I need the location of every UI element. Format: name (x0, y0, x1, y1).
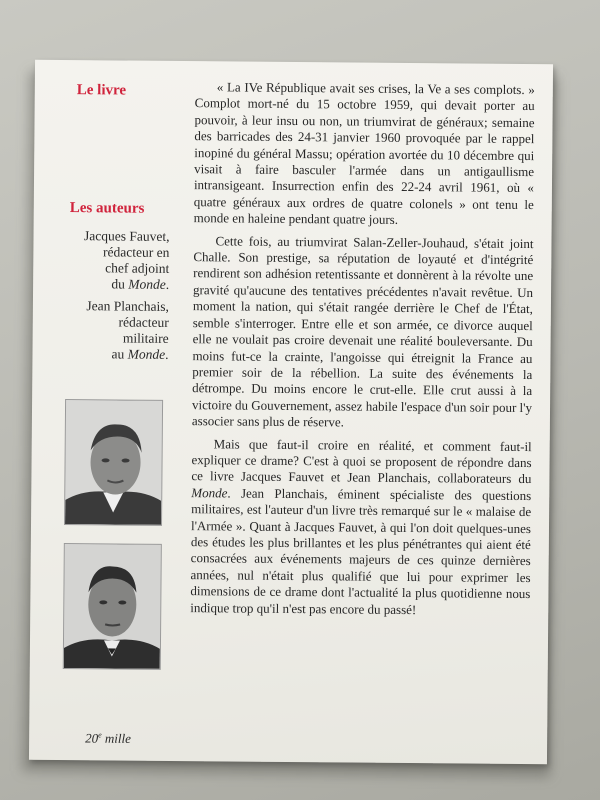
author1-line: Jacques Fauvet, (83, 228, 170, 244)
author1-line: rédacteur en (102, 244, 170, 260)
p3-part-a: Mais que faut-il croire en réalité, et comment faut-il expliquer ce drame? C'est à quoi se proposent de répondre dans ce livre Jacques Fauvet et Jean Planchais, collaborateurs du (191, 435, 532, 487)
author2-end: . (165, 346, 169, 362)
blurb-paragraph-2: Cette fois, au triumvirat Salan-Zeller-Jouhaud, s'était joint Challe. Son prestige, sa réputation de loyauté et d'intégrité rendirent son adhésion retentissante et donnèrent à la révolte une gravité qu'aucune des tentatives précédentes n'avait revêtue. Un moment la nation, qui s'était rangée derrière le Chef de l'État, semble s'interroger. Entre elle et son armée, ce divorce auquel elle ne voulait pas croire devenait une réalité bouleversante. Du moins fut-ce la crainte, l'angoisse qui étreignit la France au premier soir de la rébellion. La suite des événements la détrompe. Du moins encore le crut-elle. Elle crut aussi à la victoire du Gouvernement, assez habile l'espace d'un soir pour l'y associer sans plus de réserve. (191, 232, 534, 430)
author1-monde: Monde (128, 276, 166, 292)
p3-monde: Monde (191, 484, 228, 501)
author-photo-planchais (63, 543, 162, 670)
portrait-fauvet-image (65, 400, 162, 525)
mille-sup: e (98, 730, 102, 740)
author1-end: . (165, 276, 170, 292)
print-run-label (85, 730, 131, 747)
mille-number: 20 (85, 730, 99, 746)
author-planchais-caption (29, 298, 169, 363)
left-column (29, 60, 183, 761)
livre-heading: Le livre (76, 82, 127, 99)
author2-line: au (111, 346, 128, 362)
author2-line: Jean Planchais, (86, 298, 169, 314)
author2-line: militaire (122, 330, 169, 346)
book-back-cover (29, 60, 553, 764)
author2-line: rédacteur (118, 314, 169, 330)
p3-part-b: . Jean Planchais, éminent spécialiste des questions militaires, est l'auteur d'un livre très remarqué sur le « malaise de l'Armée ». Quant à Jacques Fauvet, à qui l'on doit quelques-unes des études les plus brillantes et les plus pénétrantes qui aient été consacrées aux événements majeurs de ces quinze dernières années, nul n'était plus qualifié que lui pour exprimer les dimensions de ce drame dont l'actualité la plus quotidienne nous indique trop qu'il n'est pas encore du passé! (190, 485, 532, 617)
author2-monde: Monde (127, 346, 166, 362)
author1-line: du (111, 276, 129, 292)
blurb-paragraph-3 (190, 436, 532, 619)
author-fauvet-caption (29, 228, 170, 293)
author-photo-fauvet (64, 399, 163, 526)
auteurs-heading: Les auteurs (69, 200, 145, 217)
blurb-text (190, 79, 535, 625)
author1-line: chef adjoint (105, 260, 170, 276)
mille-word: mille (101, 730, 132, 746)
blurb-paragraph-1: « La IVe République avait ses crises, la Ve a ses complots. » Complot mort-né du 15 octobre 1959, qui devait porter au pouvoir, à leur insu ou non, un triumvirat de généraux; semaine des barricades des 24-31 janvier 1960 provoquée par le rappel inopiné du général Massu; opération avortée du 10 décembre qui visait à faire basculer l'armée dans un antigaullisme intransigeant. Insurrection enfin des 22-24 avril 1961, où « quatre généraux aux ordres de quatre colonels » ont tenu le monde en haleine pendant quatre jours. (193, 79, 535, 228)
portrait-planchais-image (64, 544, 161, 669)
